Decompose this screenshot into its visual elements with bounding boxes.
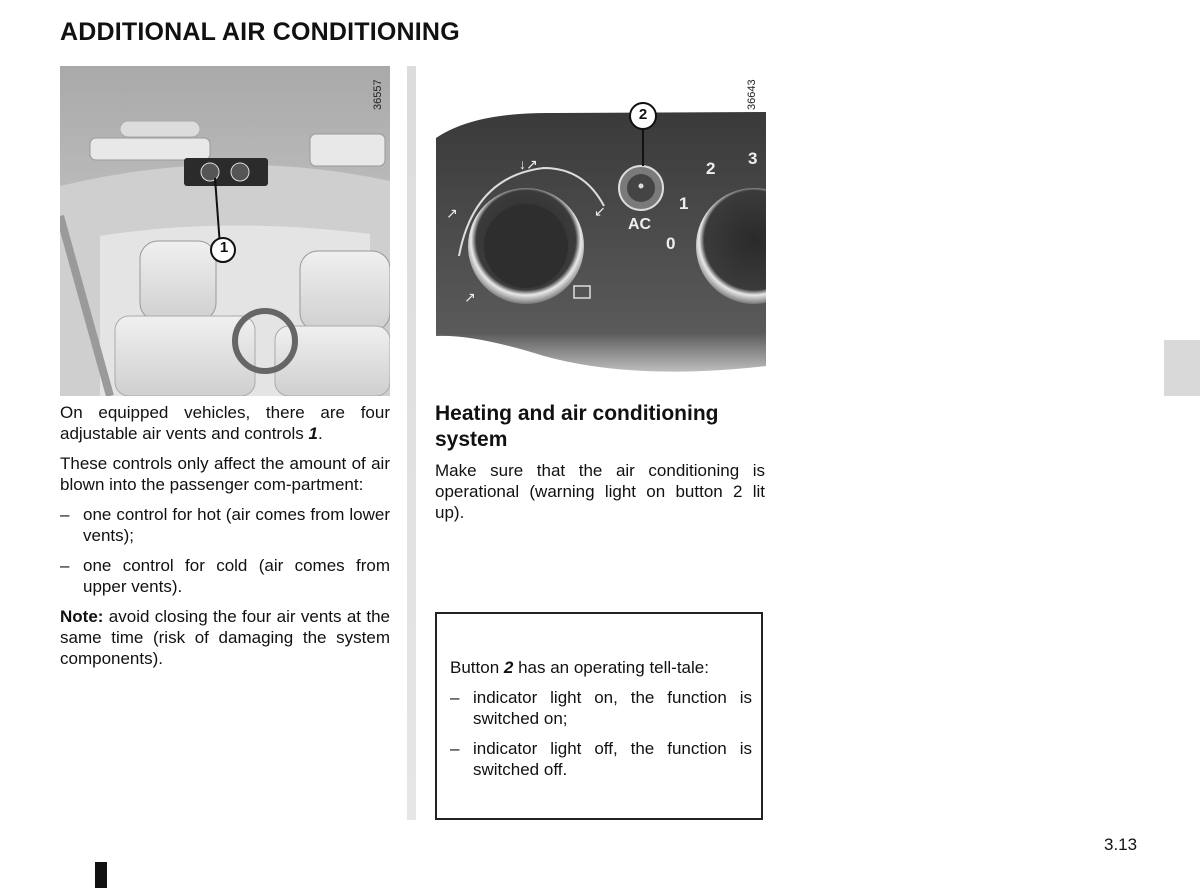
svg-text:↗: ↗ bbox=[464, 289, 476, 305]
ac-button-label: AC bbox=[628, 216, 652, 233]
callout-1: 1 bbox=[219, 239, 229, 256]
section-heading: Heating and air conditioning system bbox=[435, 402, 719, 451]
svg-text:↓↗: ↓↗ bbox=[519, 156, 538, 172]
operational-paragraph: Make sure that the air conditioning is operational (warning light on button 2 lit up). bbox=[435, 461, 765, 522]
note-label: Note: bbox=[60, 607, 104, 626]
fan-speed-0: 0 bbox=[666, 234, 676, 253]
tell-tale-text bbox=[450, 657, 752, 789]
dash-bullet: – bbox=[450, 688, 460, 707]
intro-paragraph: On equipped vehicles, there are four adjustable air vents and controls 1. bbox=[60, 403, 390, 443]
dash-bullet: – bbox=[60, 556, 70, 575]
fan-speed-1: 1 bbox=[679, 194, 689, 213]
tell-tale-intro: Button 2 has an operating tell-tale: bbox=[450, 658, 709, 677]
cabin-illustration bbox=[60, 66, 390, 396]
fan-speed-3: 3 bbox=[748, 149, 758, 168]
fan-speed-2: 2 bbox=[706, 159, 716, 178]
reference-2: 2 bbox=[503, 658, 514, 677]
corner-mark bbox=[95, 862, 107, 888]
reference-1: 1 bbox=[308, 424, 319, 443]
note-paragraph: Note: avoid closing the four air vents at the same time (risk of damaging the system components). bbox=[60, 607, 390, 668]
tell-tale-box bbox=[435, 612, 763, 820]
dash-bullet: – bbox=[450, 739, 460, 758]
right-column-text bbox=[435, 460, 765, 532]
page-title: ADDITIONAL AIR CONDITIONING bbox=[60, 18, 460, 46]
controls-paragraph: These controls only affect the amount of air blown into the passenger com-partment: bbox=[60, 454, 390, 494]
figure-control-panel bbox=[434, 66, 766, 396]
figure-cabin-interior bbox=[60, 66, 390, 396]
column-divider bbox=[407, 66, 416, 820]
dash-bullet: – bbox=[60, 505, 70, 524]
control-panel-illustration bbox=[434, 66, 766, 396]
list-item: – one control for hot (air comes from lower vents); bbox=[60, 505, 390, 545]
list-item: – indicator light on, the function is switched on; bbox=[450, 688, 752, 728]
chapter-tab bbox=[1164, 340, 1200, 396]
list-item: – indicator light off, the function is switched off. bbox=[450, 739, 752, 779]
list-item: – one control for cold (air comes from upper vents). bbox=[60, 556, 390, 596]
figure-2-code: 36643 bbox=[746, 79, 758, 110]
svg-text:↙: ↙ bbox=[594, 203, 606, 219]
callout-2: 2 bbox=[638, 106, 648, 123]
figure-1-code: 36557 bbox=[372, 79, 384, 110]
svg-text:↗: ↗ bbox=[446, 205, 458, 221]
page-number: 3.13 bbox=[1104, 835, 1138, 854]
left-column-text bbox=[60, 402, 390, 678]
